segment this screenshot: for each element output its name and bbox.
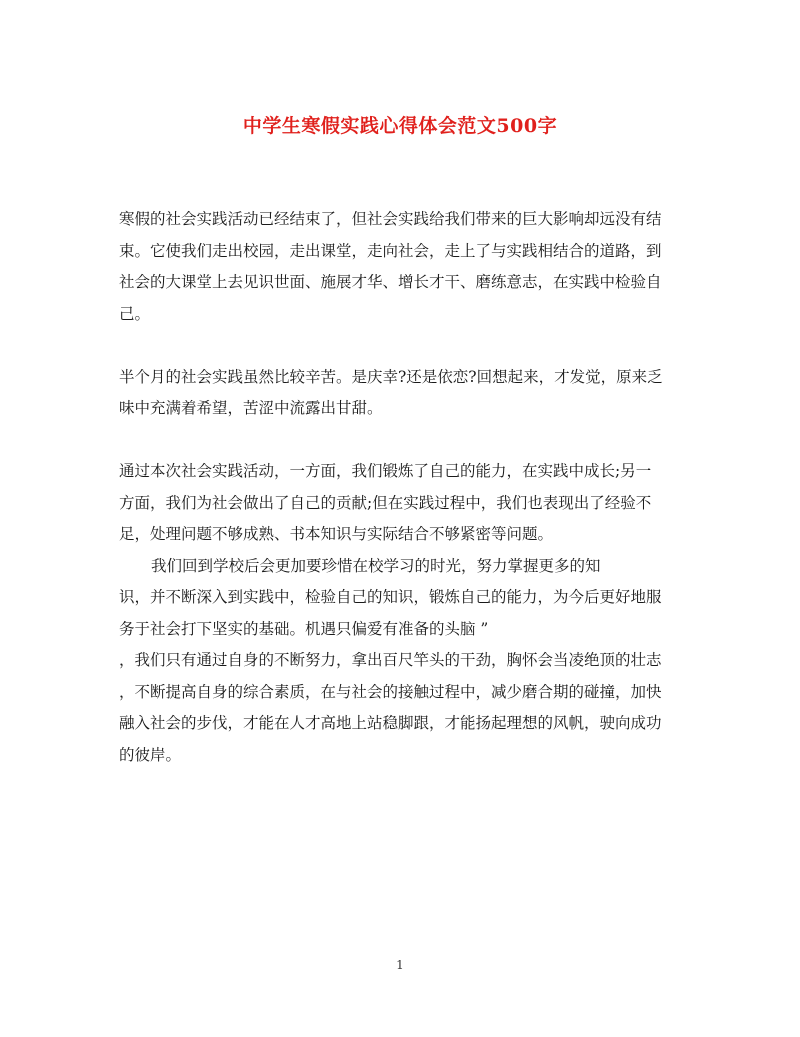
paragraph-line: 方面，我们为社会做出了自己的贡献;但在实践过程中，我们也表现出了经验不: [119, 493, 652, 512]
paragraph-line: 足，处理问题不够成熟、书本知识与实际结合不够紧密等问题。: [119, 525, 554, 543]
paragraph-line: 务于社会打下坚实的基础。机遇只偏爱有准备的头脑 ”: [119, 619, 489, 638]
document-title: 中学生寒假实践心得体会范文500字: [242, 115, 558, 137]
paragraph-line: 融入社会的步伐，才能在人才高地上站稳脚跟，才能扬起理想的风帆，驶向成功: [119, 714, 662, 732]
paragraph-line: 我们回到学校后会更加要珍惜在校学习的时光，努力掌握更多的知: [151, 556, 601, 575]
paragraph-line: 的彼岸。: [119, 745, 182, 764]
paragraph-line: 通过本次社会实践活动，一方面，我们锻炼了自己的能力，在实践中成长;另一: [119, 462, 652, 480]
paragraph-line: 己。: [119, 304, 151, 323]
page-number: 1: [396, 958, 404, 972]
paragraph-line: 识，并不断深入到实践中，检验自己的知识，锻炼自己的能力，为今后更好地服: [119, 588, 662, 606]
paragraph-4: [119, 551, 689, 772]
paragraph-line: 味中充满着希望，苦涩中流露出甘甜。: [119, 399, 383, 417]
paragraph-line: 半个月的社会实践虽然比较辛苦。是庆幸?还是依恋?回想起来，才发觉，原来乏: [119, 367, 663, 386]
paragraph-line: ，我们只有通过自身的不断努力，拿出百尺竿头的干劲，胸怀会当凌绝顶的壮志: [119, 651, 662, 669]
paragraph-1: [119, 204, 689, 330]
paragraph-line: 社会的大课堂上去见识世面、施展才华、增长才干、磨练意志，在实践中检验自: [119, 273, 662, 291]
paragraph-line: ，不断提高自身的综合素质，在与社会的接触过程中，减少磨合期的碰撞，加快: [119, 682, 662, 701]
paragraph-spacer: [119, 425, 689, 457]
paragraph-line: 束。它使我们走出校园，走出课堂，走向社会，走上了与实践相结合的道路，到: [119, 241, 662, 260]
paragraph-spacer: [119, 330, 689, 362]
paragraph-line: 寒假的社会实践活动已经结束了，但社会实践给我们带来的巨大影响却远没有结: [119, 210, 662, 228]
paragraph-2: [119, 362, 689, 425]
document-body: [119, 204, 689, 771]
paragraph-3: [119, 456, 689, 551]
